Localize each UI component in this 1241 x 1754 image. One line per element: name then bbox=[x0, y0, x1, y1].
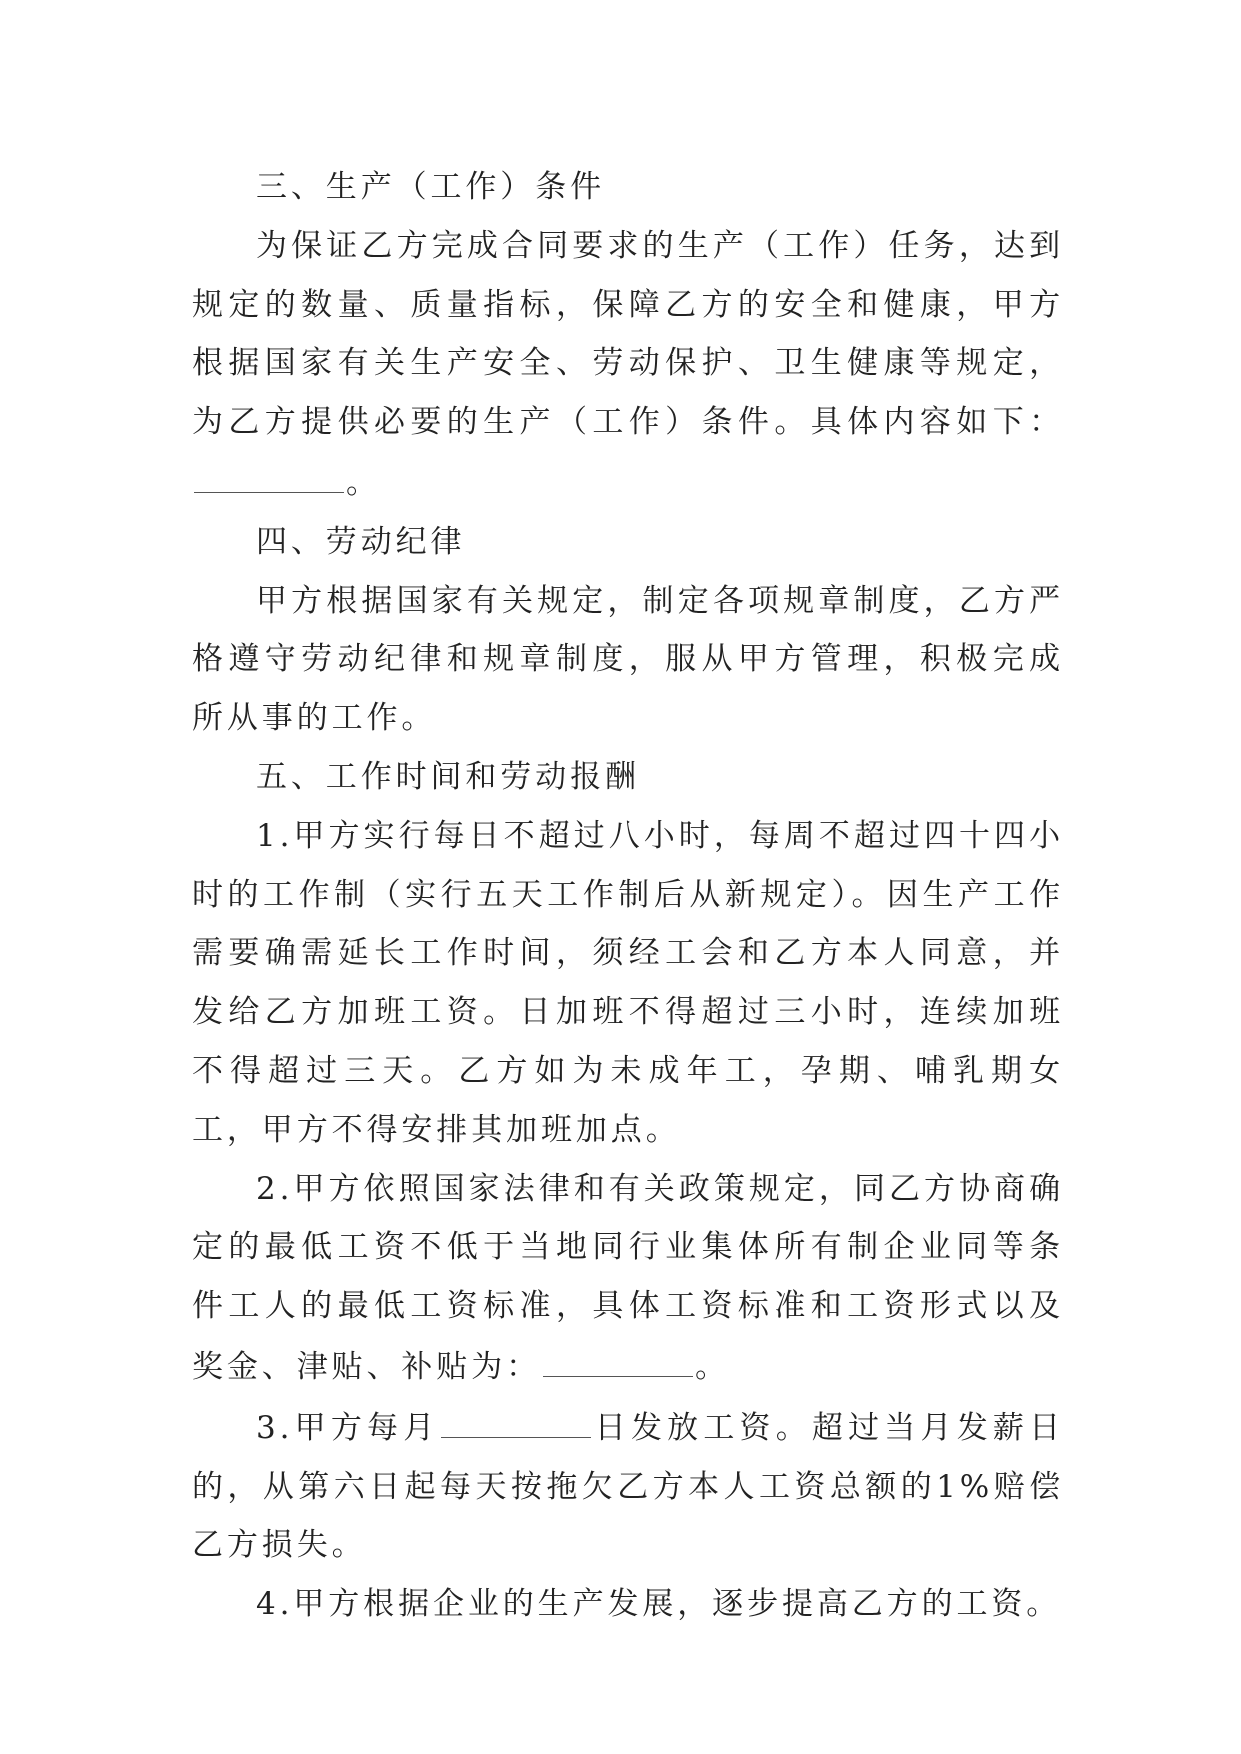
fill-in-blank[interactable] bbox=[441, 1397, 591, 1438]
paragraph-work-conditions bbox=[192, 217, 1064, 513]
paragraph-text: 日发放工资。超过当月发薪日的，从第六日起每天按拖欠乙方本人工资总额的1%赔偿乙方损失。 bbox=[192, 1409, 1064, 1564]
paragraph-clause-2 bbox=[192, 1160, 1064, 1397]
paragraph-text: 2.甲方依照国家法律和有关政策规定，同乙方协商确定的最低工资不低于当地同行业集体所有制企业同等条件工人的最低工资标准，具体工资标准和工资形式以及奖金、津贴、补贴为： bbox=[192, 1170, 1064, 1385]
paragraph-labor-discipline: 甲方根据国家有关规定，制定各项规章制度，乙方严格遵守劳动纪律和规章制度，服从甲方管理，积极完成所从事的工作。 bbox=[192, 582, 1064, 737]
section-heading-4: 四、劳动纪律 bbox=[256, 523, 466, 560]
section-heading-3: 三、生产（工作）条件 bbox=[256, 169, 605, 205]
fill-in-blank[interactable] bbox=[543, 1336, 693, 1377]
paragraph-text: 。 bbox=[346, 464, 381, 501]
paragraph-text: 3.甲方每月 bbox=[256, 1409, 440, 1446]
paragraph-clause-4: 4.甲方根据企业的生产发展，逐步提高乙方的工资。 bbox=[256, 1586, 1062, 1623]
paragraph-clause-3 bbox=[192, 1397, 1064, 1575]
paragraph-text: 。 bbox=[695, 1348, 730, 1385]
paragraph-text: 为保证乙方完成合同要求的生产（工作）任务，达到规定的数量、质量指标，保障乙方的安全和健康，甲方根据国家有关生产安全、劳动保护、卫生健康等规定，为乙方提供必要的生产（工作）条件。具体内容如下： bbox=[192, 227, 1064, 441]
document-body bbox=[192, 158, 1064, 1634]
fill-in-blank[interactable] bbox=[194, 452, 344, 493]
section-heading-5: 五、工作时间和劳动报酬 bbox=[256, 758, 640, 795]
paragraph-clause-1: 1.甲方实行每日不超过八小时，每周不超过四十四小时的工作制（实行五天工作制后从新规定）。因生产工作需要确需延长工作时间，须经工会和乙方本人同意，并发给乙方加班工资。日加班不得超过三小时，连续加班不得超过三天。乙方如为未成年工，孕期、哺乳期女工，甲方不得安排其加班加点。 bbox=[192, 817, 1064, 1148]
